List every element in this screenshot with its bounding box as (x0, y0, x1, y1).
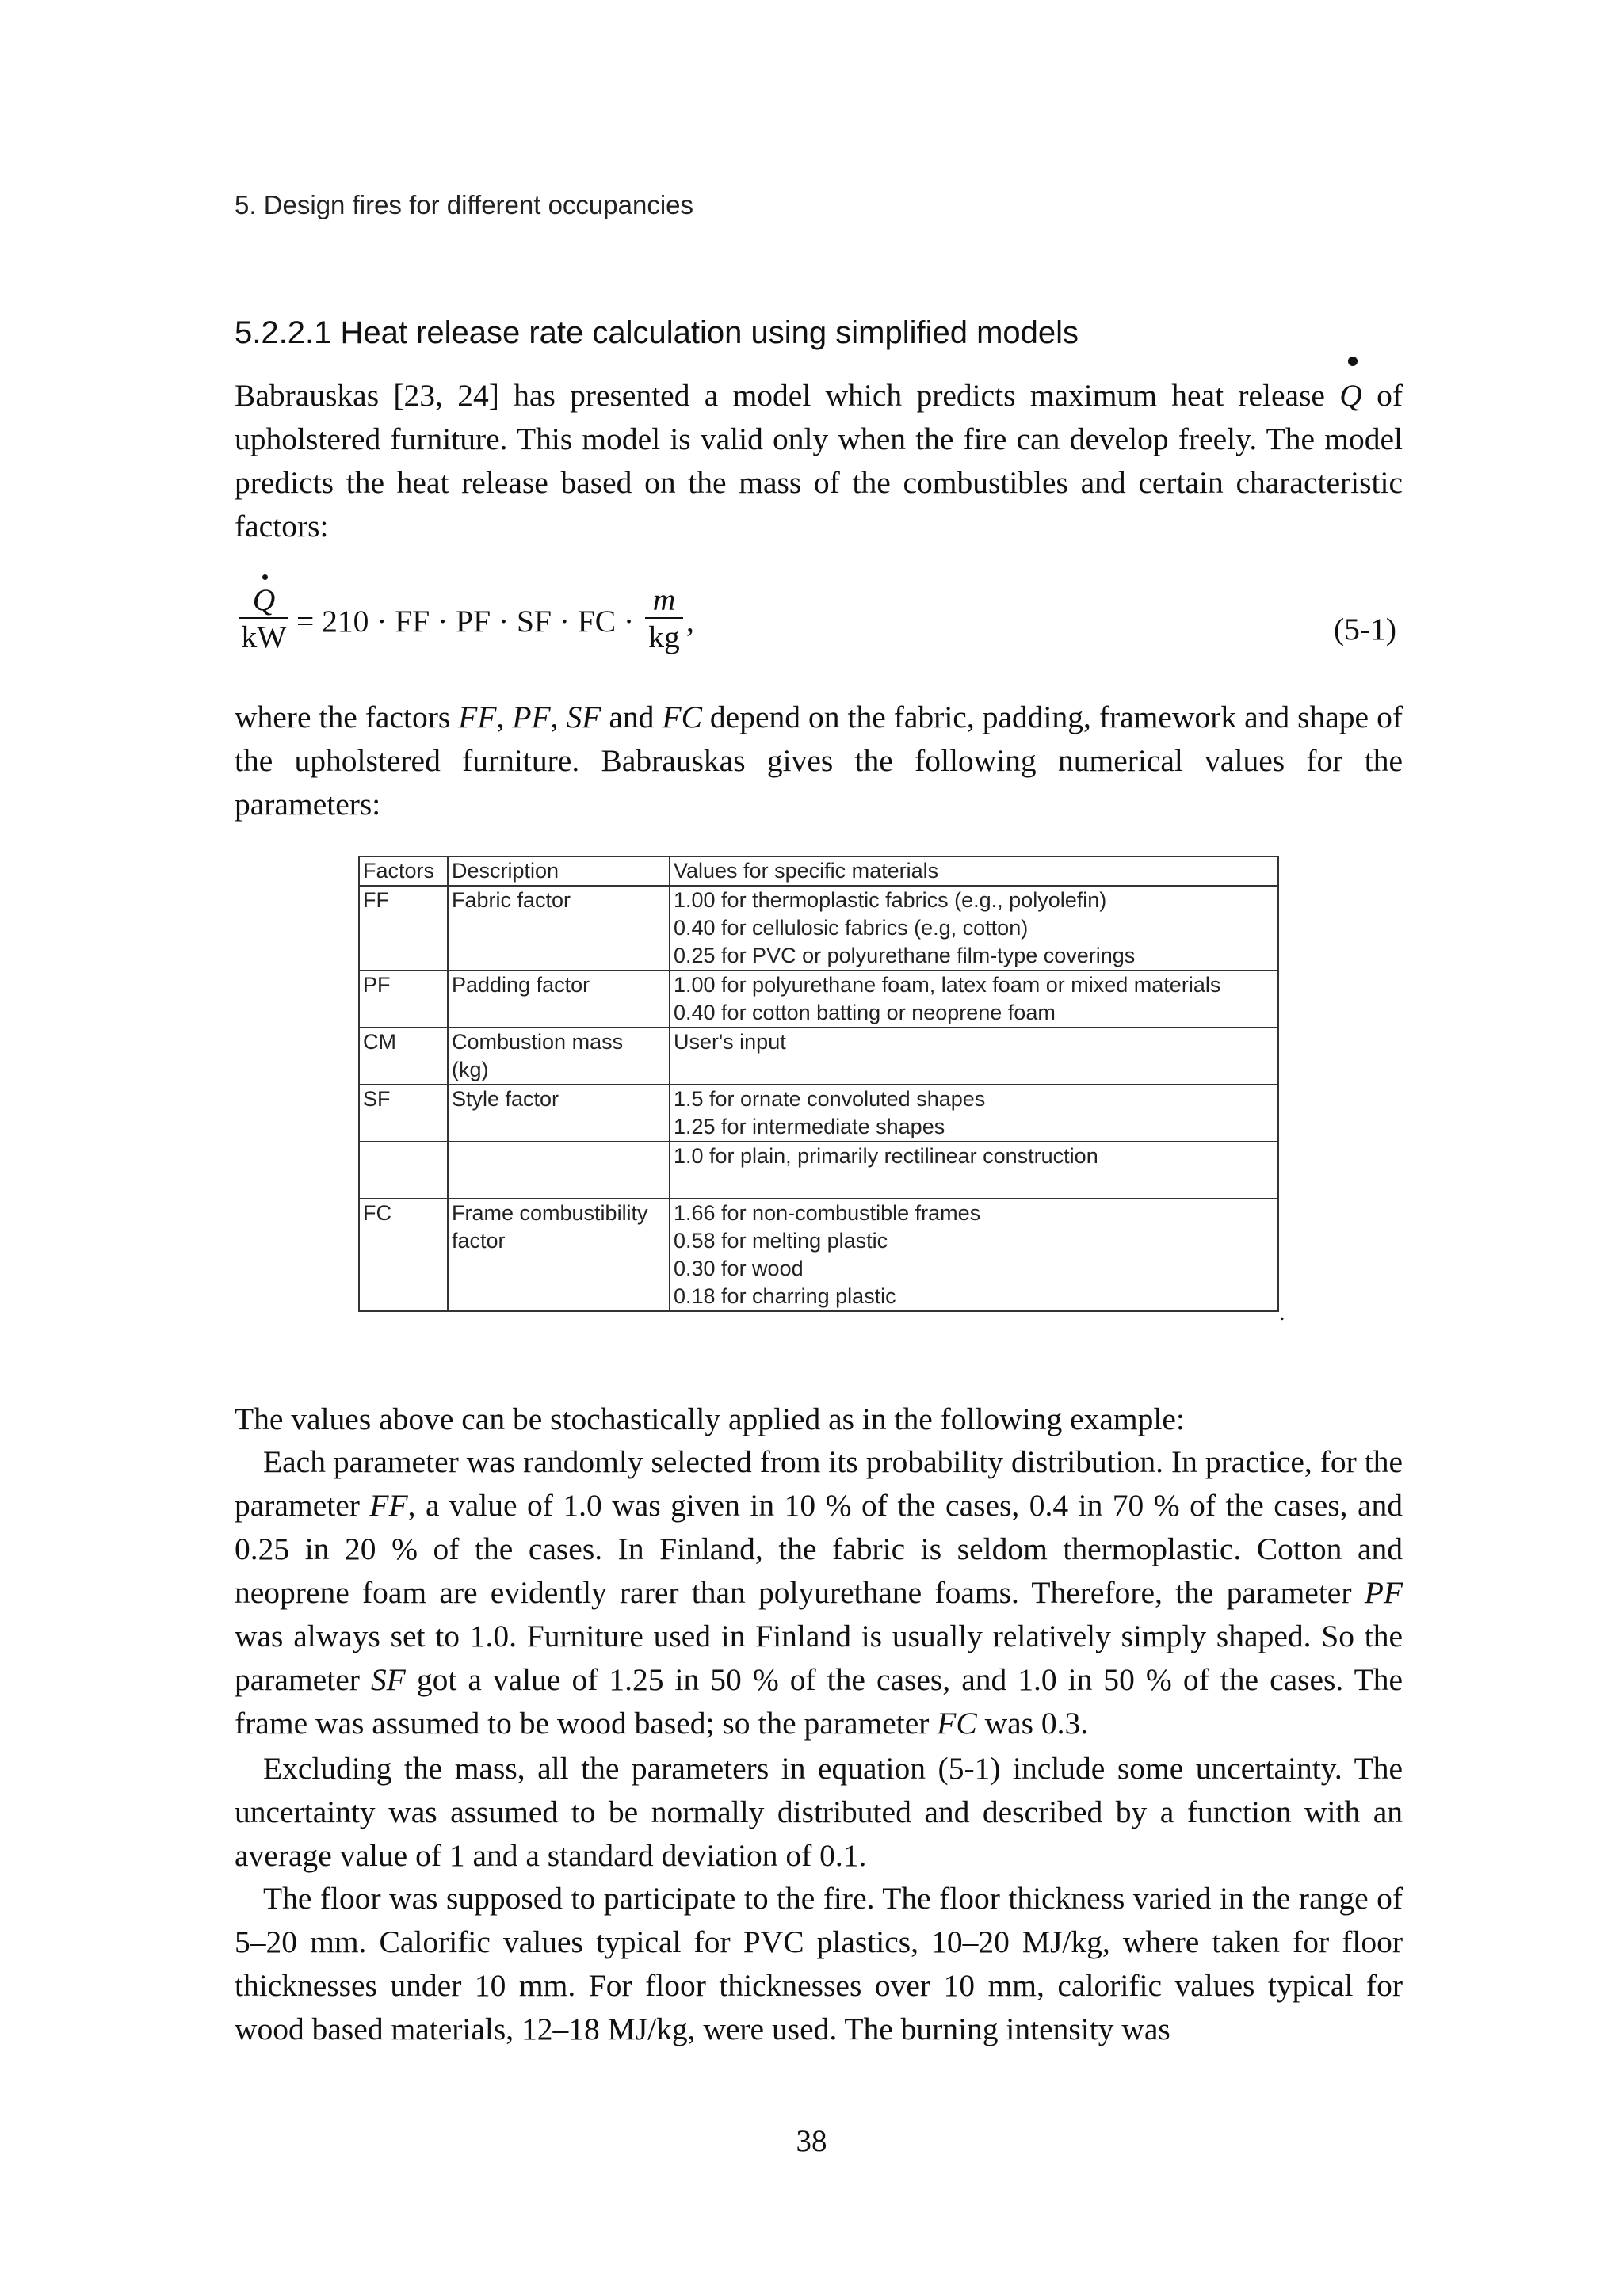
symbol-pf: PF (1364, 1575, 1403, 1610)
symbol-ff: FF (458, 700, 497, 734)
values-cell (670, 1142, 1278, 1199)
text-run: depend on the fabric, padding, framework and shape of the upholstered furniture. Babrauskas gives the following numerical values for the parameters: (235, 700, 1403, 822)
values-cell (670, 886, 1278, 971)
values-cell (670, 1028, 1278, 1085)
values-cell (670, 1199, 1278, 1311)
equation-number: (5-1) (1334, 612, 1396, 646)
table-header-row (359, 856, 1278, 886)
text-run: was 0.3. (976, 1706, 1089, 1741)
value-line: 1.00 for thermoplastic fabrics (e.g., polyolefin) (674, 888, 1107, 912)
text-run: , (550, 700, 567, 734)
text-run: , (496, 700, 513, 734)
equation-rhs-fraction (645, 582, 683, 655)
value-line: 1.5 for ornate convoluted shapes (674, 1087, 986, 1111)
symbol-fc: FC (937, 1706, 977, 1741)
text-run: where the factors (235, 700, 459, 734)
value-line: 1.25 for intermediate shapes (674, 1115, 945, 1138)
table-trailing-dot: . (1279, 1299, 1285, 1325)
text-run: got a value of 1.25 in 50 % of the cases, and 1.0 in 50 % of the cases. The frame was assumed to be wood based; so the parameter (235, 1662, 1403, 1741)
factor-cell: PF (359, 971, 448, 1028)
value-line: 0.18 for charring plastic (674, 1284, 896, 1308)
floor-paragraph: The floor was supposed to participate to the fire. The floor thickness varied in the range of 5–20 mm. Calorific values typical for PVC plastics, 10–20 MJ/kg, where taken for floor thicknesses under 10 mm. For floor thicknesses over 10 mm, calorific values typical for wood based materials, 12–18 MJ/kg, were used. The burning intensity was (235, 1881, 1403, 2046)
symbol-ff: FF (369, 1488, 408, 1523)
description-cell: Padding factor (448, 971, 670, 1028)
random-selection-paragraph (235, 1440, 1403, 1745)
description-cell: Combustion mass (kg) (448, 1028, 670, 1085)
example-intro-paragraph: The values above can be stochastically applied as in the following example: (235, 1402, 1185, 1436)
factor-cell: FF (359, 886, 448, 971)
text-run: was always set to 1.0. Furniture used in Finland is usually relatively simply shaped. So the parameter (235, 1619, 1403, 1697)
value-line: 1.00 for polyurethane foam, latex foam or mixed materials (674, 973, 1221, 997)
table-row (359, 886, 1278, 971)
value-line: 1.66 for non-combustible frames (674, 1201, 981, 1225)
value-line: 0.40 for cotton batting or neoprene foam (674, 1001, 1056, 1024)
value-line: 0.25 for PVC or polyurethane film-type coverings (674, 944, 1136, 967)
symbol-sf: SF (566, 700, 601, 734)
value-line: 0.58 for melting plastic (674, 1229, 888, 1253)
description-cell: Fabric factor (448, 886, 670, 971)
intro-text-1: Babrauskas [23, 24] has presented a model which predicts maximum heat release (235, 378, 1340, 413)
value-line: 0.30 for wood (674, 1257, 804, 1280)
symbol-sf: SF (370, 1662, 406, 1697)
header-description: Description (448, 856, 670, 886)
running-header: 5. Design fires for different occupancies (235, 190, 694, 219)
equation-5-1 (235, 582, 1403, 677)
table-row (359, 1028, 1278, 1085)
factor-cell: FC (359, 1199, 448, 1311)
factors-table (358, 856, 1279, 1312)
table-row (359, 1199, 1278, 1311)
equation-lhs-fraction (239, 582, 288, 655)
table-row (359, 1085, 1278, 1142)
symbol-pf: PF (512, 700, 551, 734)
table-row (359, 971, 1278, 1028)
intro-text-2: of upholstered furniture. This model is valid only when the fire can develop freely. The model predicts the heat release based on the mass of the combustibles and certain characteristic factors: (235, 378, 1403, 543)
q-dot-symbol: Q (1339, 374, 1362, 418)
page-number: 38 (796, 2124, 827, 2158)
factor-cell: CM (359, 1028, 448, 1085)
text-run: Each parameter was randomly selected from its probability distribution. In practice, for the parameter (235, 1444, 1403, 1523)
text-run: and (601, 700, 663, 734)
uncertainty-paragraph: Excluding the mass, all the parameters in equation (5-1) include some uncertainty. The uncertainty was assumed to be normally distributed and described by a function with an average value of 1 and a standard deviation of 0.1. (235, 1751, 1403, 1873)
text-run: , a value of 1.0 was given in 10 % of the cases, 0.4 in 70 % of the cases, and 0.25 in 20 % of the cases. In Finland, the fabric is seldom thermoplastic. Cotton and neoprene foam are evidently rarer than polyurethane foams. Therefore, the parameter (235, 1488, 1403, 1610)
symbol-fc: FC (662, 700, 702, 734)
value-line: 0.40 for cellulosic fabrics (e.g, cotton) (674, 916, 1029, 940)
equation-rhs-unit: kg (648, 620, 680, 654)
equation-product: = 210 · FF · PF · SF · FC · (296, 604, 635, 639)
values-cell (670, 971, 1278, 1028)
header-values: Values for specific materials (670, 856, 1278, 886)
description-cell (448, 1142, 670, 1199)
equation-comma: , (686, 604, 694, 639)
section-heading: 5.2.2.1 Heat release rate calculation using simplified models (235, 315, 1079, 350)
description-cell: Style factor (448, 1085, 670, 1142)
value-line: User's input (674, 1030, 786, 1054)
equation-lhs-unit: kW (241, 620, 287, 654)
factor-cell (359, 1142, 448, 1199)
value-line: 1.0 for plain, primarily rectilinear construction (674, 1144, 1098, 1168)
values-cell (670, 1085, 1278, 1142)
equation-q-dot: Q (252, 582, 276, 617)
header-factors: Factors (359, 856, 448, 886)
factors-paragraph (235, 696, 1403, 826)
table-row (359, 1142, 1278, 1199)
description-cell: Frame combustibility factor (448, 1199, 670, 1311)
intro-paragraph (235, 374, 1403, 548)
factor-cell: SF (359, 1085, 448, 1142)
equation-mass-symbol: m (652, 582, 676, 617)
